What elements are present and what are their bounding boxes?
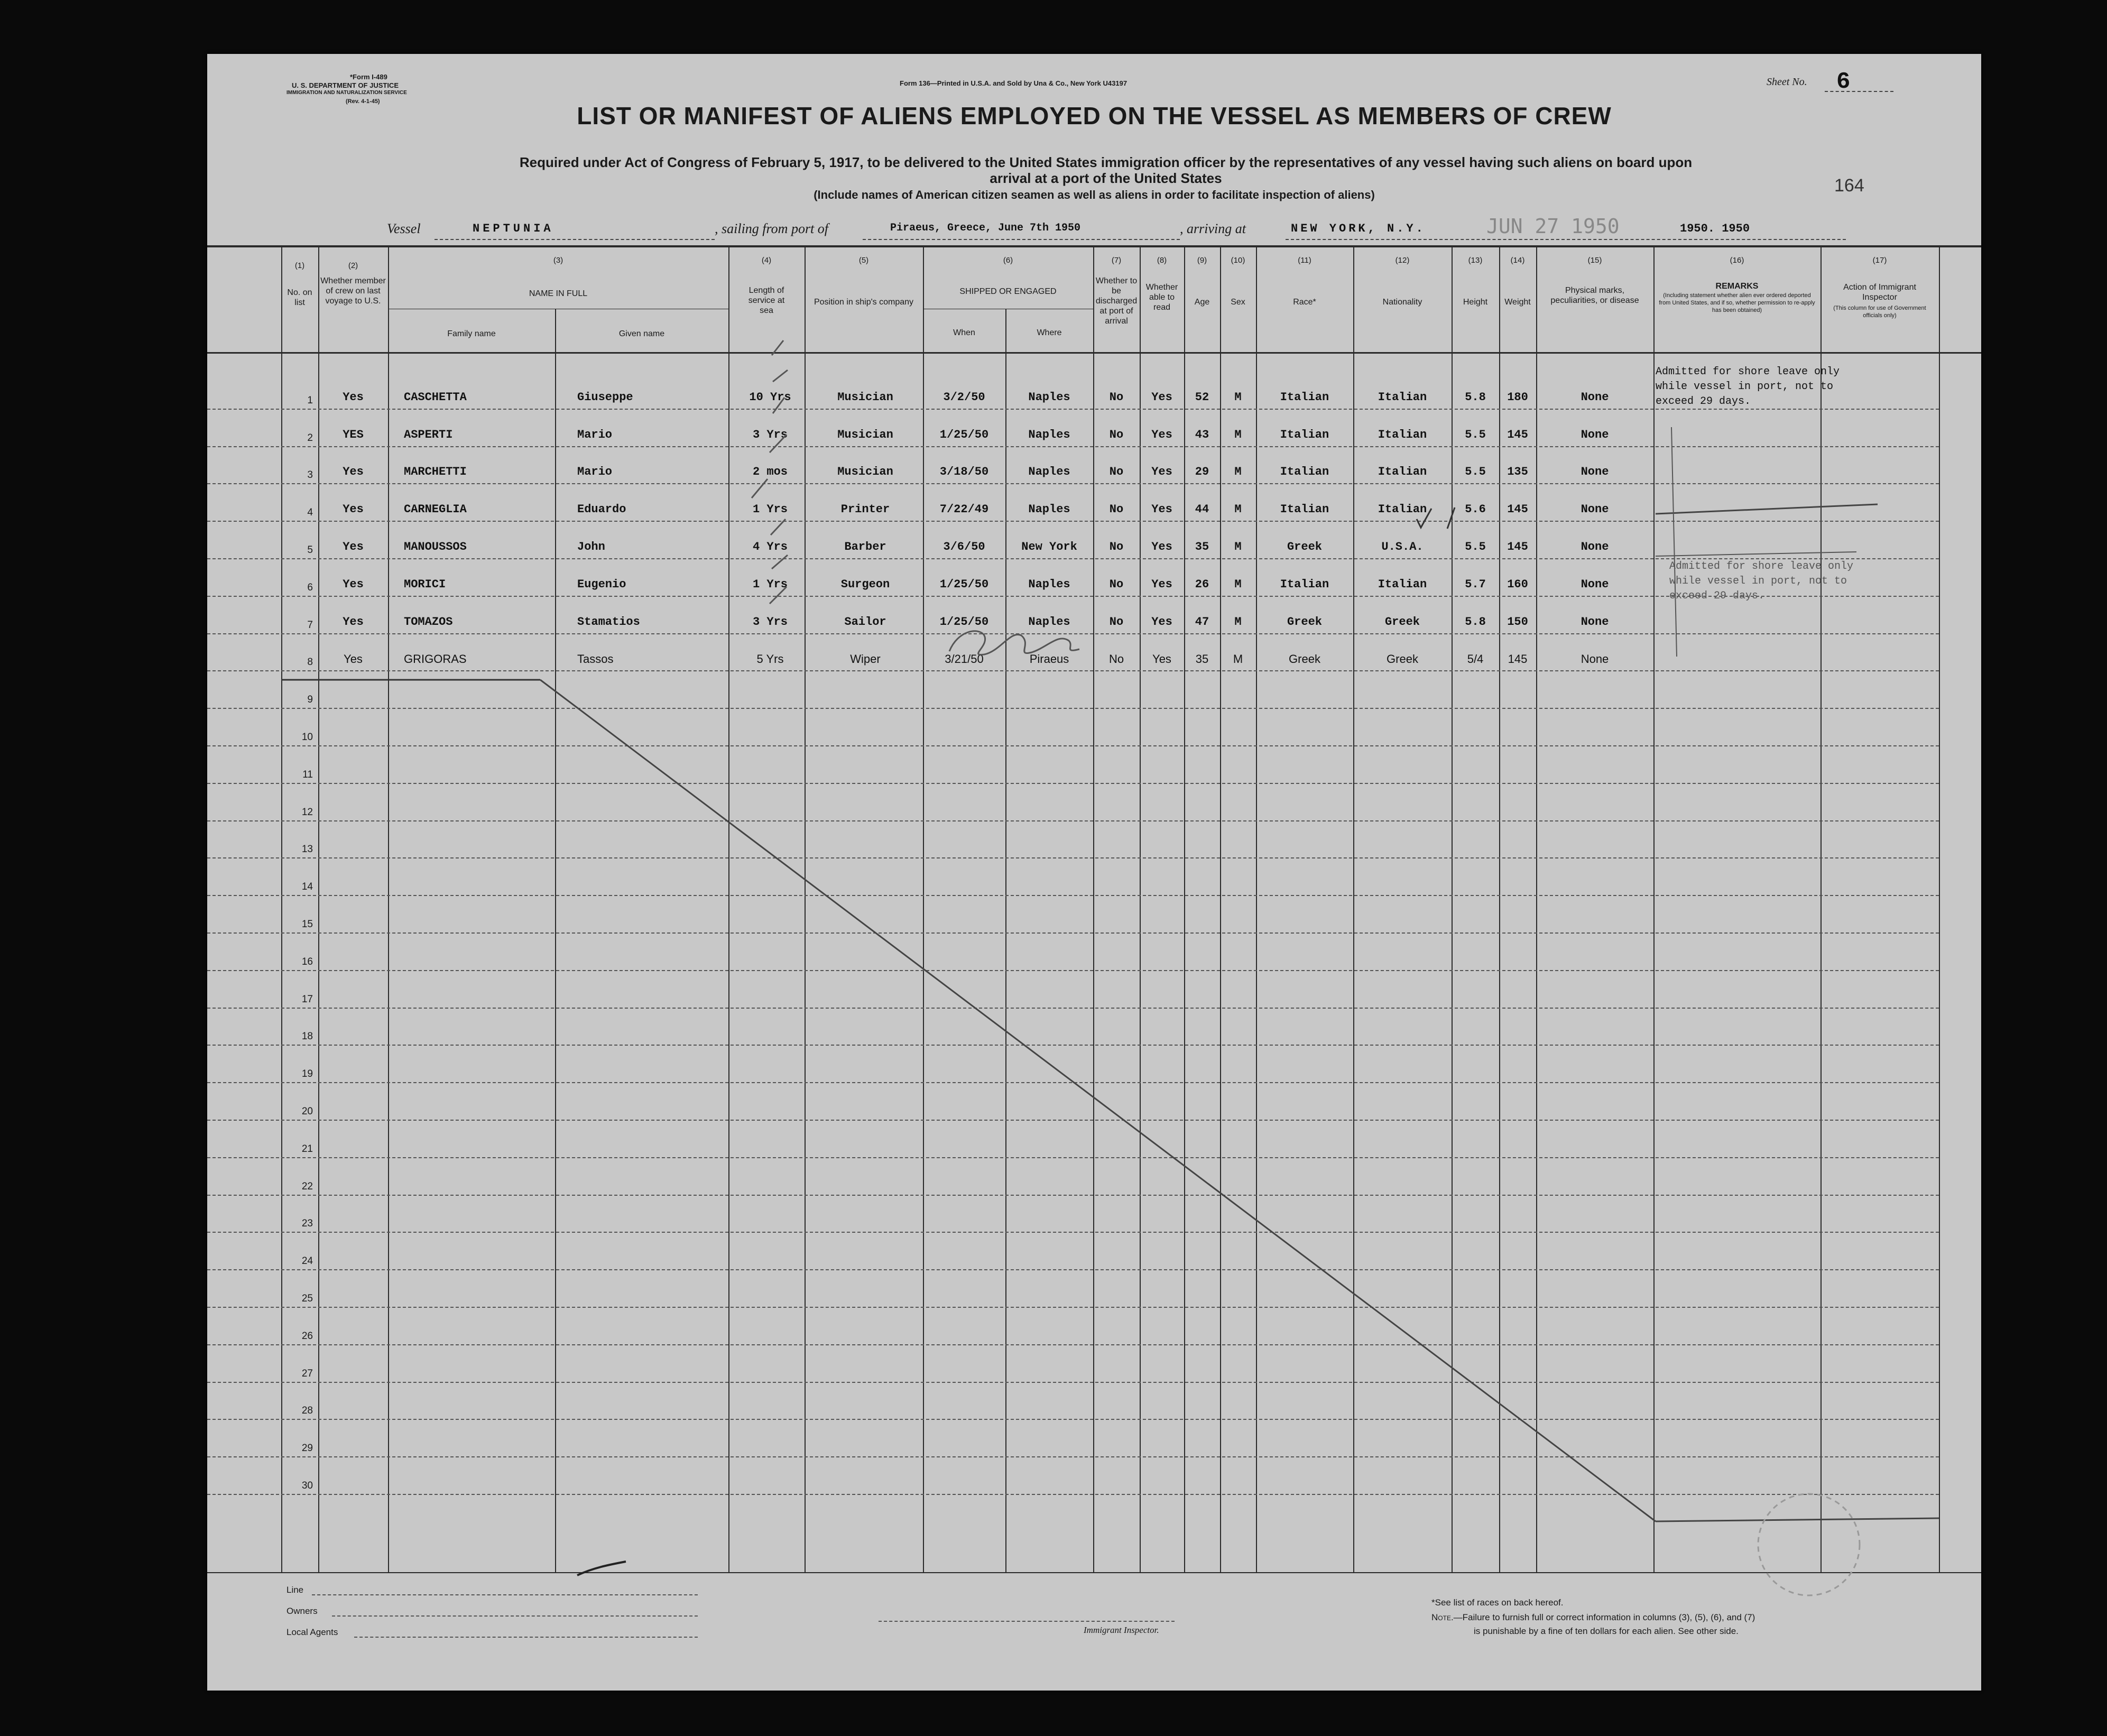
page-number: 164 (1834, 176, 1864, 196)
cell-service: 3 Yrs (752, 428, 788, 441)
header-given-name: Given name (618, 329, 665, 338)
note-penalty-2: is punishable by a fine of ten dollars for each alien. See other side. (1474, 1626, 1739, 1636)
arriving-port: NEW YORK, N.Y. (1291, 222, 1426, 235)
header-shipped-engaged: SHIPPED OR ENGAGED (959, 287, 1057, 296)
sheet-number: 6 (1836, 69, 1851, 95)
footer-agents-label: Local Agents (287, 1627, 338, 1637)
faint-seal (1758, 1494, 1860, 1595)
cell-discharged: No (1109, 615, 1124, 629)
cell-marks: None (1581, 652, 1609, 666)
col-num-1: (1) (294, 261, 305, 270)
cell-weight: 145 (1508, 652, 1528, 666)
header-inspector-detail: (This column for use of Government officials only) (1833, 305, 1926, 319)
cell-marks: None (1581, 465, 1609, 478)
cell-family: ASPERTI (404, 428, 453, 441)
cell-when: 3/18/50 (939, 465, 989, 478)
row-number: 22 (301, 1181, 313, 1192)
header-nationality: Nationality (1382, 298, 1422, 307)
note-penalty (1431, 1612, 1755, 1623)
header-discharged: Whether to be discharged at port of arrival (1095, 276, 1138, 326)
cell-last-voyage: Yes (344, 652, 363, 666)
cell-age: 43 (1195, 428, 1209, 441)
col-num-16: (16) (1730, 256, 1744, 265)
row-number: 26 (301, 1331, 313, 1342)
cell-position: Wiper (850, 652, 881, 666)
cell-nationality: Italian (1378, 428, 1427, 441)
header-age: Age (1194, 298, 1210, 307)
cell-read: Yes (1151, 503, 1172, 516)
row-number: 1 (307, 395, 313, 406)
header-remarks-detail: (Including statement whether alien ever ordered deported from United States, and if so, whether permission to re-apply has been obtained) (1659, 292, 1815, 313)
arrival-year-suffix: 50 (1735, 222, 1750, 235)
arrival-date-stamp: JUN 27 1950 (1486, 215, 1620, 238)
cell-service: 3 Yrs (752, 615, 788, 629)
cell-age: 35 (1195, 540, 1209, 553)
header-weight: Weight (1504, 298, 1531, 307)
col-num-6: (6) (1003, 256, 1013, 265)
cell-age: 52 (1195, 391, 1209, 404)
arrival-year-prefix: 1950. 19 (1680, 222, 1736, 235)
cell-marks: None (1581, 615, 1609, 629)
note-text-1: —Failure to furnish full or correct information in columns (3), (5), (6), and (7) (1453, 1612, 1755, 1622)
cell-given: John (577, 540, 605, 553)
cell-last-voyage: Yes (343, 465, 364, 478)
cell-when: 1/25/50 (939, 428, 989, 441)
col-num-12: (12) (1395, 256, 1410, 265)
header-where: Where (1037, 328, 1062, 337)
check-mark (1417, 507, 1455, 529)
cell-where: Naples (1028, 428, 1070, 441)
cell-nationality: Greek (1384, 615, 1420, 629)
pen-marks (207, 54, 1981, 1691)
header-position: Position in ship's company (814, 298, 914, 307)
row-number: 13 (301, 844, 313, 855)
strike-diagonal (1656, 1518, 1939, 1521)
cell-nationality: Italian (1378, 503, 1427, 516)
header-inspector-action: Action of Immigrant Inspector (1843, 283, 1916, 302)
cell-race: Italian (1280, 391, 1329, 404)
cell-age: 47 (1195, 615, 1209, 629)
row-number: 8 (307, 657, 313, 668)
cell-height: 5.5 (1465, 540, 1486, 553)
footer-agents-rule (354, 1637, 698, 1638)
col-num-10: (10) (1231, 256, 1245, 265)
cell-race: Greek (1287, 615, 1322, 629)
cell-marks: None (1581, 503, 1609, 516)
row-number: 10 (301, 732, 313, 743)
check-mark (752, 340, 788, 604)
col-num-9: (9) (1197, 256, 1207, 265)
vessel-label: Vessel (387, 221, 421, 236)
cell-where: Naples (1028, 503, 1070, 516)
cell-height: 5/4 (1467, 652, 1484, 666)
cell-given: Eugenio (577, 578, 626, 591)
cell-given: Eduardo (577, 503, 626, 516)
cell-height: 5.5 (1465, 465, 1486, 478)
remarks-line: Admitted for shore leave only (1669, 560, 1854, 572)
cell-read: Yes (1151, 540, 1172, 553)
cell-nationality: Italian (1378, 578, 1427, 591)
pen-stroke (577, 1562, 626, 1575)
header-when: When (953, 328, 975, 337)
cell-read: Yes (1151, 615, 1172, 629)
cell-read: Yes (1151, 578, 1172, 591)
cell-service: 4 Yrs (752, 540, 788, 553)
col-num-15: (15) (1587, 256, 1602, 265)
cell-discharged: No (1109, 540, 1124, 553)
cell-position: Barber (844, 540, 886, 553)
row-number: 5 (307, 544, 313, 556)
cell-when: 3/21/50 (945, 652, 984, 666)
header-height: Height (1463, 298, 1488, 307)
cell-race: Greek (1289, 652, 1320, 666)
cell-family: MANOUSSOS (404, 540, 467, 553)
header-name-in-full: NAME IN FULL (529, 289, 588, 298)
cell-race: Italian (1280, 578, 1329, 591)
cell-where: Naples (1028, 391, 1070, 404)
vessel-name: NEPTUNIA (473, 222, 554, 235)
header-remarks: REMARKS (1715, 282, 1759, 291)
cell-when: 3/2/50 (943, 391, 985, 404)
cell-last-voyage: YES (343, 428, 364, 441)
cell-sex: M (1233, 652, 1243, 666)
cell-nationality: Italian (1378, 391, 1427, 404)
cell-last-voyage: Yes (343, 578, 364, 591)
cell-discharged: No (1109, 428, 1124, 441)
cell-sex: M (1234, 503, 1242, 516)
cell-given: Mario (577, 428, 613, 441)
cell-race: Italian (1280, 465, 1329, 478)
cell-position: Musician (837, 428, 893, 441)
strike-diagonal (540, 680, 1656, 1521)
sheet-label: Sheet No. (1767, 76, 1807, 88)
cell-nationality: Italian (1378, 465, 1427, 478)
cell-sex: M (1234, 428, 1242, 441)
remarks-line: while vessel in port, not to (1656, 381, 1834, 393)
row-number: 20 (301, 1106, 313, 1117)
col-num-13: (13) (1468, 256, 1483, 265)
cell-sex: M (1234, 540, 1242, 553)
cell-sex: M (1234, 615, 1242, 629)
cell-height: 5.7 (1465, 578, 1486, 591)
cell-read: Yes (1151, 428, 1172, 441)
subtitle: Required under Act of Congress of February 5, 1917, to be delivered to the United States immigration officer by the representatives of any vessel having such aliens on board upon arrival at a port of the United States (519, 154, 1693, 186)
row-number: 2 (307, 432, 313, 444)
cell-when: 7/22/49 (939, 503, 989, 516)
row-number: 17 (301, 994, 313, 1005)
col-num-3: (3) (553, 256, 563, 265)
bracket-line (1671, 427, 1677, 657)
cell-age: 26 (1195, 578, 1209, 591)
row-number: 16 (301, 956, 313, 967)
cell-marks: None (1581, 578, 1609, 591)
cell-given: Stamatios (577, 615, 640, 629)
cell-discharged: No (1109, 503, 1124, 516)
cell-position: Musician (837, 391, 893, 404)
cell-nationality: Greek (1387, 652, 1418, 666)
inspector-signature-rule (879, 1621, 1175, 1622)
row-number: 27 (301, 1368, 313, 1379)
rev: (Rev. 4-1-45) (346, 98, 380, 105)
header-family-name: Family name (447, 329, 496, 338)
manifest-sheet (207, 54, 1981, 1691)
note-races: *See list of races on back hereof. (1431, 1598, 1564, 1608)
col-num-7: (7) (1111, 256, 1122, 265)
cell-read: Yes (1151, 465, 1172, 478)
cell-position: Surgeon (840, 578, 890, 591)
cell-discharged: No (1109, 465, 1124, 478)
col-num-4: (4) (761, 256, 772, 265)
remarks-line: exceed 29 days. (1656, 395, 1751, 408)
cell-service: 1 Yrs (752, 503, 788, 516)
cell-when: 1/25/50 (939, 615, 989, 629)
cell-marks: None (1581, 540, 1609, 553)
cell-marks: None (1581, 391, 1609, 404)
row-number: 23 (301, 1218, 313, 1229)
cell-last-voyage: Yes (343, 615, 364, 629)
cell-weight: 180 (1507, 391, 1528, 404)
cell-race: Italian (1280, 503, 1329, 516)
header-length-service: Length of service at sea (748, 286, 785, 315)
cell-height: 5.5 (1465, 428, 1486, 441)
remarks-line: while vessel in port, not to (1669, 575, 1847, 587)
arriving-label: , arriving at (1180, 221, 1246, 236)
header-sex: Sex (1231, 298, 1245, 307)
row-number: 12 (301, 807, 313, 818)
cell-where: Piraeus (1029, 652, 1069, 666)
cell-where: Naples (1028, 465, 1070, 478)
cell-family: MORICI (404, 578, 446, 591)
cell-discharged: No (1108, 652, 1124, 666)
cell-nationality: U.S.A. (1381, 540, 1424, 553)
cell-position: Musician (837, 465, 893, 478)
cell-position: Sailor (844, 615, 886, 629)
col-num-11: (11) (1298, 256, 1311, 265)
form-id: *Form I-489 (350, 73, 387, 81)
cell-sex: M (1234, 578, 1242, 591)
row-number: 3 (307, 469, 313, 481)
cell-family: CASCHETTA (404, 391, 467, 404)
header-able-read: Whether able to read (1145, 283, 1178, 312)
cell-family: TOMAZOS (404, 615, 453, 629)
row-number: 9 (307, 694, 313, 705)
cell-weight: 145 (1507, 540, 1528, 553)
cell-last-voyage: Yes (343, 540, 364, 553)
cell-race: Greek (1287, 540, 1322, 553)
cell-race: Italian (1280, 428, 1329, 441)
bracket-line (1656, 504, 1878, 514)
row-number: 24 (301, 1255, 313, 1267)
cell-weight: 150 (1507, 615, 1528, 629)
row-number: 15 (301, 919, 313, 930)
row-number: 30 (301, 1480, 313, 1491)
row-number: 7 (307, 620, 313, 631)
cell-family: GRIGORAS (404, 652, 467, 666)
cell-read: Yes (1152, 652, 1171, 666)
remarks-line: Admitted for shore leave only (1656, 366, 1840, 378)
header-physical-marks: Physical marks, peculiarities, or disease (1550, 286, 1639, 305)
footer-owners-label: Owners (287, 1606, 318, 1616)
header-last-voyage: Whether member of crew on last voyage to U.S. (320, 276, 386, 306)
sailing-port: Piraeus, Greece, June 7th 1950 (890, 222, 1081, 234)
cell-last-voyage: Yes (343, 503, 364, 516)
cell-weight: 145 (1507, 503, 1528, 516)
col-num-5: (5) (858, 256, 869, 265)
cell-given: Mario (577, 465, 613, 478)
footer-line-rule (312, 1594, 698, 1595)
page-title: LIST OR MANIFEST OF ALIENS EMPLOYED ON THE VESSEL AS MEMBERS OF CREW (577, 102, 1612, 130)
cell-family: CARNEGLIA (404, 503, 467, 516)
cell-weight: 135 (1507, 465, 1528, 478)
cell-when: 3/6/50 (943, 540, 985, 553)
cell-height: 5.8 (1465, 391, 1486, 404)
cell-position: Printer (840, 503, 890, 516)
row-number: 14 (301, 881, 313, 892)
cell-where: Naples (1028, 615, 1070, 629)
sailing-label: , sailing from port of (715, 221, 829, 236)
inspector-label: Immigrant Inspector. (1084, 1625, 1159, 1635)
bracket-line (1656, 552, 1856, 556)
footer-owners-rule (332, 1615, 698, 1617)
cell-service: 5 Yrs (756, 652, 784, 666)
cell-weight: 145 (1507, 428, 1528, 441)
row-number: 6 (307, 582, 313, 593)
cell-where: New York (1021, 540, 1077, 553)
cell-given: Tassos (577, 652, 614, 666)
cell-height: 5.8 (1465, 615, 1486, 629)
header-no-on-list: No. on list (287, 288, 312, 307)
cell-sex: M (1234, 391, 1242, 404)
row-number: 25 (301, 1293, 313, 1304)
footer-line-label: Line (287, 1585, 304, 1595)
col-num-2: (2) (348, 261, 358, 270)
cell-discharged: No (1109, 391, 1124, 404)
row-number: 28 (301, 1405, 313, 1416)
col-num-8: (8) (1157, 256, 1167, 265)
cell-age: 35 (1195, 652, 1209, 666)
row-number: 18 (301, 1031, 313, 1042)
cell-height: 5.6 (1465, 503, 1486, 516)
row-number: 11 (302, 769, 313, 780)
service: IMMIGRATION AND NATURALIZATION SERVICE (287, 90, 407, 96)
col-num-14: (14) (1510, 256, 1525, 265)
cell-last-voyage: Yes (343, 391, 364, 404)
cell-service: 2 mos (752, 465, 788, 478)
col-num-17: (17) (1872, 256, 1887, 265)
cell-age: 44 (1195, 503, 1209, 516)
cell-where: Naples (1028, 578, 1070, 591)
printer-line: Form 136—Printed in U.S.A. and Sold by Una & Co., New York U43197 (900, 79, 1128, 87)
row-number: 21 (301, 1143, 313, 1155)
cell-given: Giuseppe (577, 391, 633, 404)
cell-service: 10 Yrs (749, 391, 791, 404)
cell-sex: M (1234, 465, 1242, 478)
header-race: Race* (1293, 298, 1316, 307)
cell-marks: None (1581, 428, 1609, 441)
note-label: Note. (1431, 1612, 1454, 1622)
row-number: 4 (307, 507, 313, 518)
cell-family: MARCHETTI (404, 465, 467, 478)
cell-service: 1 Yrs (752, 578, 788, 591)
cell-discharged: No (1109, 578, 1124, 591)
subtitle-include: (Include names of American citizen seamen as well as aliens in order to facilitate inspection of aliens) (814, 188, 1375, 201)
cell-weight: 160 (1507, 578, 1528, 591)
row-number: 19 (301, 1068, 313, 1079)
cell-age: 29 (1195, 465, 1209, 478)
cell-read: Yes (1151, 391, 1172, 404)
handwritten-initials (949, 631, 1079, 655)
cell-when: 1/25/50 (939, 578, 989, 591)
department: U. S. DEPARTMENT OF JUSTICE (292, 81, 399, 89)
remarks-line: exceed 29 days. (1669, 590, 1765, 602)
row-number: 29 (301, 1443, 313, 1454)
